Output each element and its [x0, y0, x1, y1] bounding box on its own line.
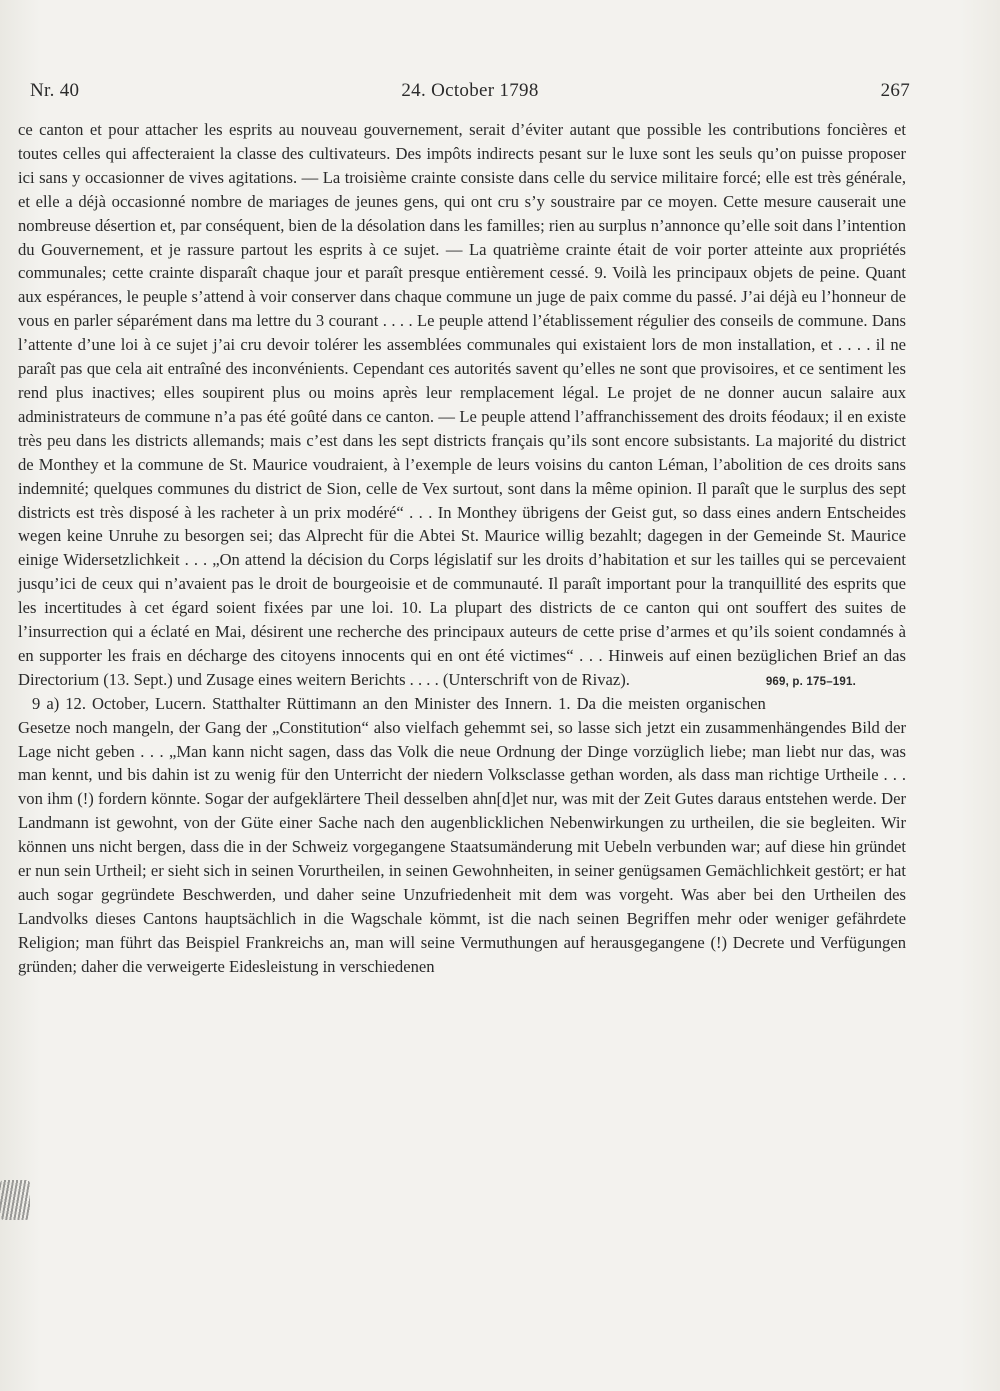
header-date: 24. October 1798: [401, 80, 539, 101]
document-number: Nr. 40: [30, 80, 80, 101]
page-number: 267: [880, 80, 910, 101]
paragraph-ruettimann-report: 9 a) 12. October, Lucern. Statthalter Rüttimann an den Minister des Innern. 1. Da die meisten organischen Gesetze noch mangeln, der Gang der „Constitution“ also vielfach gehemmt sei, so lasse sich jetzt ein zusammenhängendes Bild der Lage nicht geben . . . „Man kann nicht sagen, dass das Volk die neue Ordnung der Dinge vorzüglich liebe; man liebt nur das, was man kennt, und bis dahin ist zu wenig für den Unterricht der niedern Volksclasse gethan worden, als dass man richtige Urtheile . . . von ihm (!) fordern könnte. Sogar der aufgeklärtere Theil desselben ahn[d]et nur, was mit der Zeit Gutes daraus entstehen werde. Der Landmann ist gewohnt, von der Güte einer Sache nach den augenblicklichen Nebenwirkungen zu urtheilen, die sie begleiten. Wir können uns nicht bergen, dass die in der Schweiz vorgegangene Staatsumänderung mit Uebeln verbunden war; auf diese hin gründet er nun sein Urtheil; er sieht sich in seinen Vorurtheilen, in seinen Gewohnheiten, in seiner genügsamen Gemächlichkeit gestört; er hat auch sogar gegründete Beschwerden, und daher seine Unzufriedenheit mit dem was vorgeht. Was aber bei den Urtheilen des Landvolks dieses Cantons hauptsächlich in die Wagschale kömmt, ist die nach seinen Begriffen mehr oder weniger gefährdete Religion; man führt das Beispiel Frankreichs an, man will seine Vermuthungen auf herausgegangene (!) Decrete und Verfügungen gründen; daher die verweigerte Eidesleistung in verschiedenen: [18, 693, 906, 976]
page-header: [30, 80, 910, 110]
paragraph-rivaz-report: [18, 118, 906, 692]
source-reference: 969, p. 175–191.: [765, 675, 856, 688]
paragraph-rivaz-text: ce canton et pour attacher les esprits au nouveau gouvernement, serait d’éviter autant que possible les contributions foncières et toutes celles qui affecteraient la classe des cultivateurs. Des impôts indirects pesant sur le luxe sont les seuls qu’on puisse proposer ici sans y occasionner de vives agitations. — La troisième crainte consiste dans celle du service militaire forcé; elle est très générale, et elle a déjà occasionné nombre de mariages de jeunes gens, qui ont cru s’y soustraire par ce moyen. Cette mesure causerait une nombreuse désertion et, par conséquent, bien de la désolation dans les familles; rien au surplus n’annonce qu’elle soit dans l’intention du Gouvernement, et je rassure partout les esprits à ce sujet. — La quatrième crainte était de voir porter atteinte aux propriétés communales; cette crainte disparaît chaque jour et paraît presque entièrement cessé. 9. Voilà les principaux objets de peine. Quant aux espérances, le peuple s’attend à voir conserver dans chaque commune un juge de paix comme du passé. J’ai déjà eu l’honneur de vous en parler séparément dans ma lettre du 3 courant . . . . Le peuple attend l’établissement régulier des conseils de commune. Dans l’attente d’une loi à ce sujet j’ai cru devoir tolérer les assemblées communales qui existaient lors de mon installation, et . . . . il ne paraît pas que cela ait entraîné des inconvénients. Cependant ces autorités savent qu’elles ne sont que provisoires, et ce sentiment les rend plus inactives; elles soupirent plus ou moins après leur remplacement légal. Le projet de ne donner aucun salaire aux administrateurs de commune n’a pas été goûté dans ce canton. — Le peuple attend l’affranchissement des droits féodaux; il en existe très peu dans les districts allemands; mais c’est dans les sept districts français qu’ils sont encore subsistants. La majorité du district de Monthey et la commune de St. Maurice voudraient, à l’exemple de leurs voisins du canton Léman, l’abolition de ces droits sans indemnité; quelques communes du district de Sion, celle de Vex surtout, sont dans la même opinion. Il paraît que le surplus des sept districts est très disposé à les racheter à un prix modéré“ . . . In Monthey übrigens der Geist gut, so dass eines andern Entscheides wegen keine Unruhe zu besorgen sei; das Alprecht für die Abtei St. Maurice willig bezahlt; dagegen in der Gemeinde St. Maurice einige Widersetzlichkeit . . . „On attend la décision du Corps législatif sur les droits d’habitation et sur les tailles qui se percevaient jusqu’ici de ceux qui n’avaient pas le droit de bourgeoisie et de communauté. Il paraît important pour la tranquillité des esprits que les incertitudes à cet égard soient fixées par une loi. 10. La plupart des districts de ce canton qui ont souffert des suites de l’insurrection qui a éclaté en Mai, désirent une recherche des principaux auteurs de cette prise d’armes et qu’ils soient condamnés à en supporter les frais en décharge des citoyens innocents qui en ont été victimes“ . . . Hinweis auf einen bezüglichen Brief an das Directorium (13. Sept.) und Zusage eines weitern Berichts . . . . (Unterschrift von de Rivaz).: [18, 120, 906, 689]
margin-smudge: [0, 1180, 30, 1220]
body-text: [18, 118, 906, 979]
